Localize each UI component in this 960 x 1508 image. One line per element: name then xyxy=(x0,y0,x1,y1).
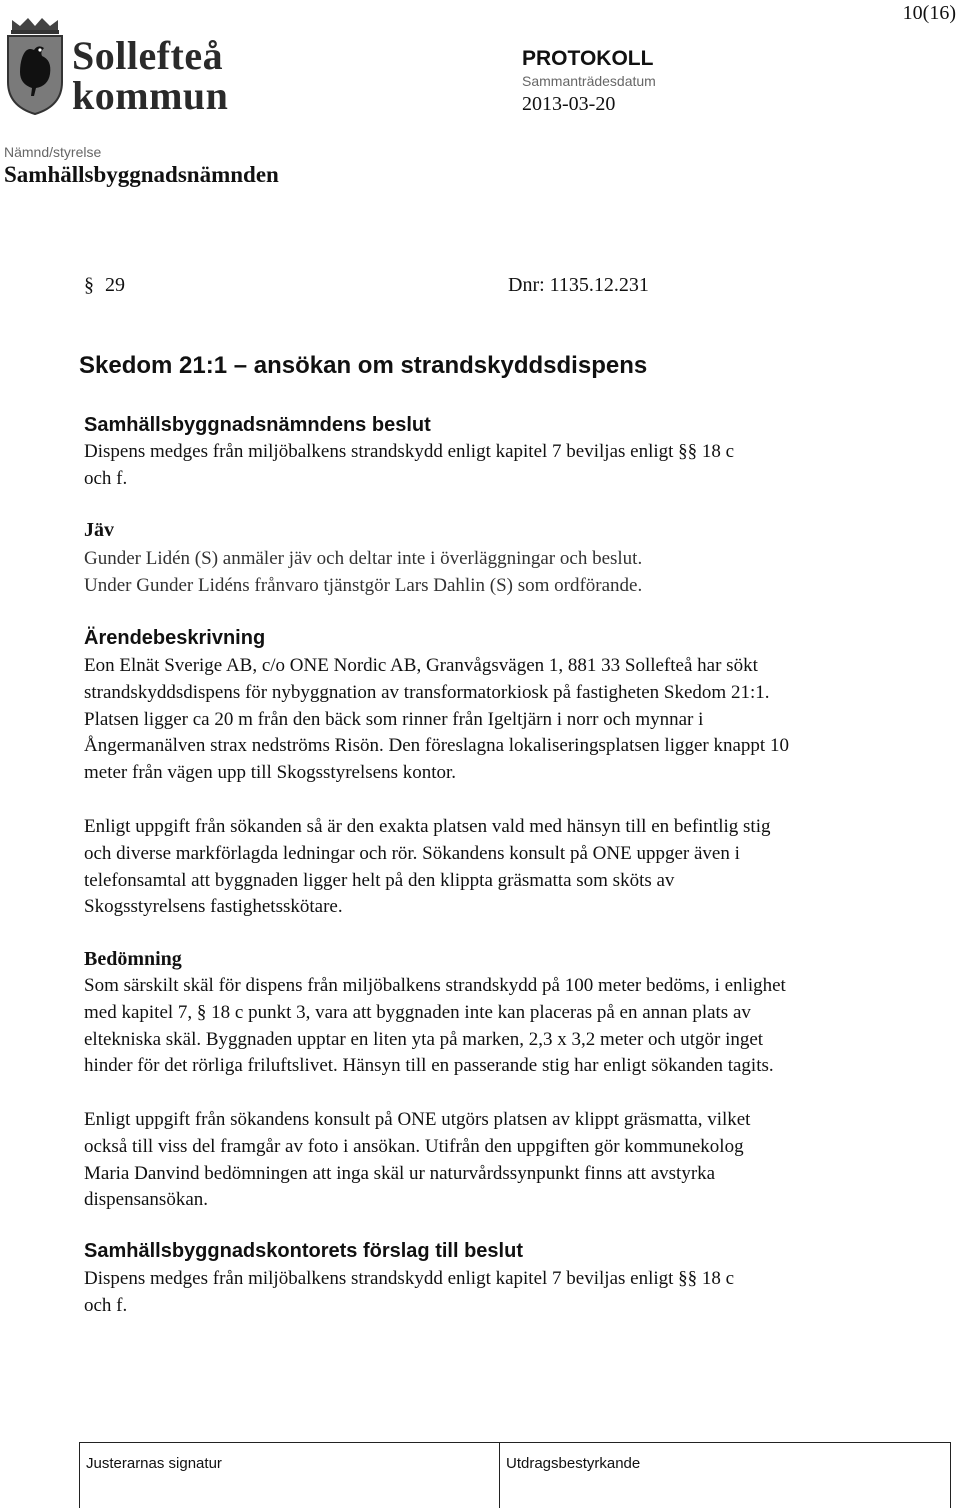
assessment-paragraph-2 xyxy=(84,1107,750,1214)
jav-line: Gunder Lidén (S) anmäler jäv och deltar inte i överläggningar och beslut. xyxy=(84,548,643,569)
decision-line: Dispens medges från miljöbalkens strandskydd enligt kapitel 7 beviljas enligt §§ 18 c xyxy=(84,441,735,462)
description-heading: Ärendebeskrivning xyxy=(84,627,266,649)
proposal-line: och f. xyxy=(84,1294,128,1316)
board-label: Nämnd/styrelse xyxy=(4,144,102,160)
description-line: meter från vägen upp till Skogsstyrelsens kontor. xyxy=(84,762,457,784)
paragraph-number xyxy=(84,274,125,297)
description-line: telefonsamtal att byggnaden ligger helt på den klippta gräsmatta som sköts av xyxy=(84,869,675,891)
description-line: Platsen ligger ca 20 m från den bäck som rinner från Igeltjärn i norr och mynnar i xyxy=(84,708,704,730)
description-line: Enligt uppgift från sökanden så är den exakta platsen vald med hänsyn till en befintlig stig xyxy=(84,816,771,837)
certified-box xyxy=(499,1442,951,1508)
signature-label: Justerarnas signatur xyxy=(86,1455,222,1472)
logo-text-line1: Sollefteå xyxy=(72,33,224,78)
case-title: Skedom 21:1 – ansökan om strandskyddsdispens xyxy=(79,352,648,379)
assessment-line: eltekniska skäl. Byggnaden upptar en liten yta på marken, 2,3 x 3,2 meter och utgör inget xyxy=(84,1028,764,1050)
assessment-line: också till viss del framgår av foto i ansökan. Utifrån den uppgiften gör kommunekolog xyxy=(84,1135,744,1157)
protocol-title: PROTOKOLL xyxy=(522,47,654,70)
assessment-heading: Bedömning xyxy=(84,948,182,970)
proposal-line: Dispens medges från miljöbalkens strandskydd enligt kapitel 7 beviljas enligt §§ 18 c xyxy=(84,1268,735,1289)
logo-text-line2: kommun xyxy=(72,73,229,118)
coat-of-arms-icon xyxy=(4,16,66,116)
description-line: Eon Elnät Sverige AB, c/o ONE Nordic AB, Granvågsvägen 1, 881 33 Sollefteå har sökt xyxy=(84,655,758,676)
assessment-line: Som särskilt skäl för dispens från miljöbalkens strandskydd på 100 meter bedöms, i enlighet xyxy=(84,975,786,996)
description-paragraph-2 xyxy=(84,814,770,921)
signature-box xyxy=(79,1442,500,1508)
jav-line: Under Gunder Lidéns frånvaro tjänstgör Lars Dahlin (S) som ordförande. xyxy=(84,574,643,596)
assessment-line: hinder för det rörliga friluftslivet. Hänsyn till en passerande stig har enligt sökanden tagits. xyxy=(84,1055,774,1077)
certified-label: Utdragsbestyrkande xyxy=(506,1455,641,1472)
meeting-date: 2013-03-20 xyxy=(522,93,616,115)
assessment-paragraph-1 xyxy=(84,973,786,1080)
description-line: och diverse markförlagda ledningar och rör. Sökandens konsult på ONE uppger även i xyxy=(84,842,740,864)
assessment-line: med kapitel 7, § 18 c punkt 3, vara att byggnaden inte kan placeras på en annan plats av xyxy=(84,1001,751,1023)
description-line: strandskyddsdispens för nybyggnation av transformatorkiosk på fastigheten Skedom 21:1. xyxy=(84,681,770,703)
assessment-line: Maria Danvind bedömningen att inga skäl ur naturvårdssynpunkt finns att avstyrka xyxy=(84,1162,716,1184)
description-paragraph-1 xyxy=(84,653,789,787)
assessment-line: Enligt uppgift från sökandens konsult på ONE utgörs platsen av klippt gräsmatta, vilket xyxy=(84,1109,751,1130)
paragraph-sign: § xyxy=(84,274,94,296)
case-dnr: Dnr: 1135.12.231 xyxy=(508,274,649,296)
jav-text xyxy=(84,546,642,600)
proposal-heading: Samhällsbyggnadskontorets förslag till beslut xyxy=(84,1240,523,1262)
meeting-date-label: Sammanträdesdatum xyxy=(522,73,656,89)
description-line: Ångermanälven strax nedströms Risön. Den föreslagna lokaliseringsplatsen ligger knappt 10 xyxy=(84,735,789,757)
description-line: Skogsstyrelsens fastighetsskötare. xyxy=(84,896,343,918)
paragraph-value: 29 xyxy=(105,274,125,296)
page-number: 10(16) xyxy=(902,2,956,24)
decision-heading: Samhällsbyggnadsnämndens beslut xyxy=(84,414,431,436)
proposal-text xyxy=(84,1266,734,1320)
decision-line: och f. xyxy=(84,467,128,489)
decision-text xyxy=(84,439,734,493)
jav-heading: Jäv xyxy=(84,519,114,541)
municipality-logo xyxy=(0,0,265,120)
assessment-line: dispensansökan. xyxy=(84,1189,209,1211)
board-name: Samhällsbyggnadsnämnden xyxy=(4,162,279,187)
